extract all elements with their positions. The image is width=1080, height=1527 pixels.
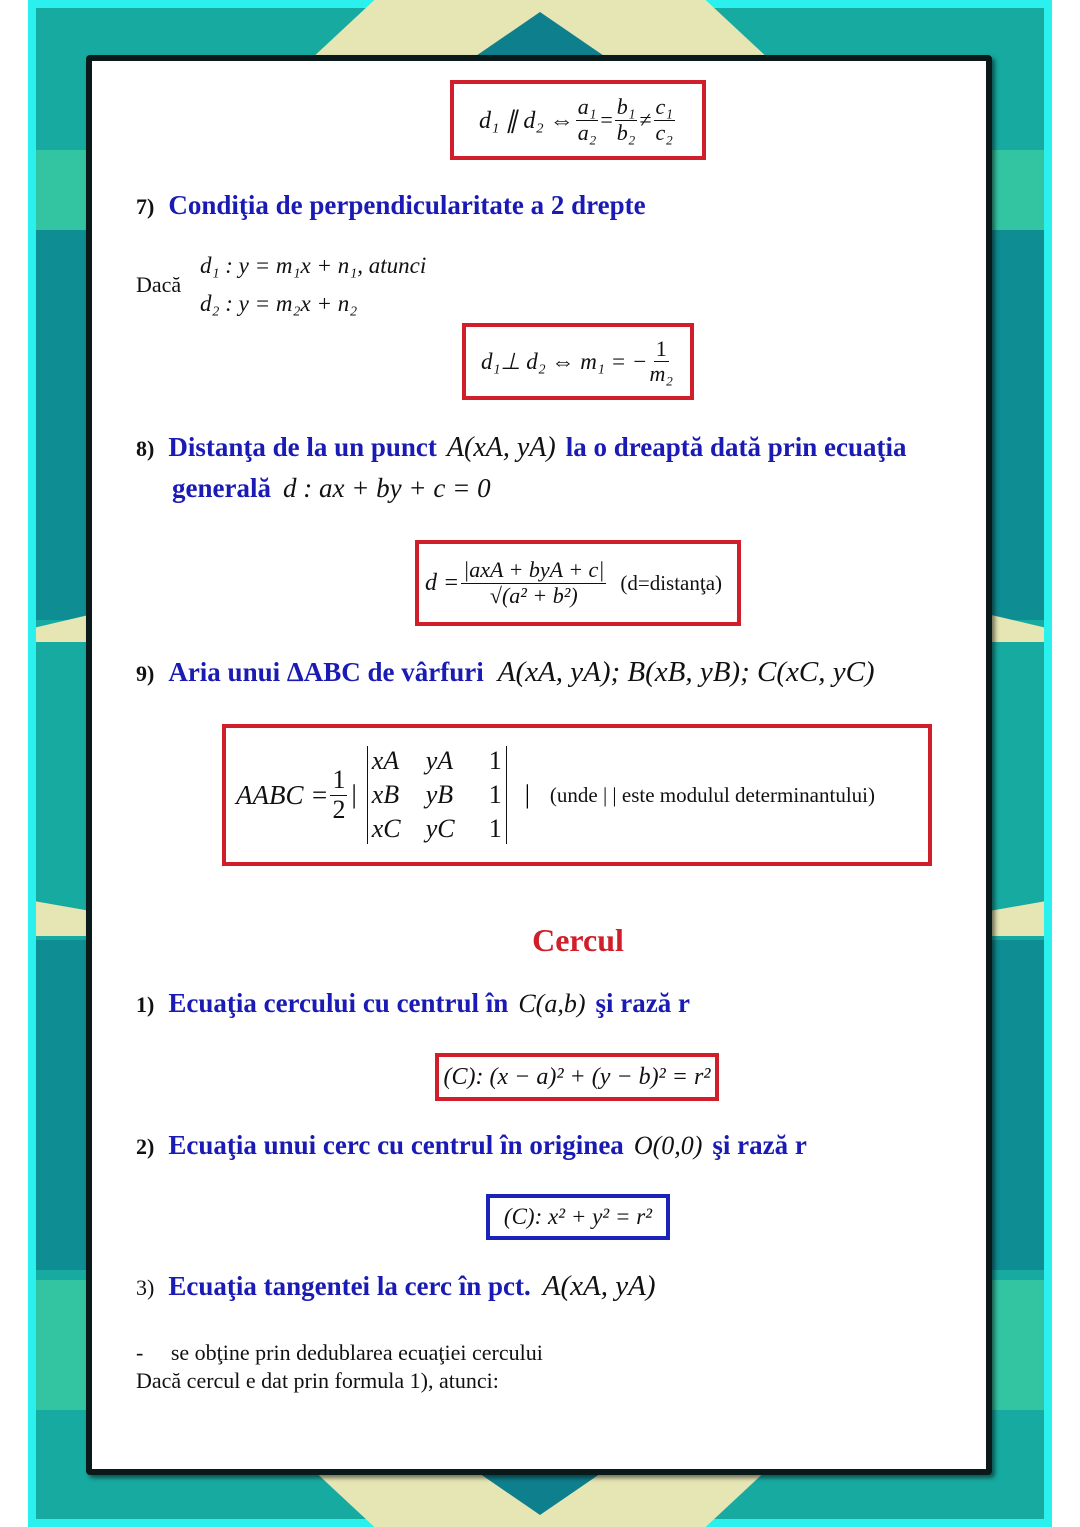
section-title: Ecuaţia unui cerc cu centrul în originea [168, 1130, 624, 1160]
section-title: Distanţa de la un punct [168, 432, 437, 462]
chapter-title-cercul: Cercul [532, 922, 624, 958]
fraction-c [654, 95, 675, 144]
daca-label: Dacă [136, 272, 182, 297]
matrix-cell: xC [371, 814, 401, 843]
numerator: c₁ [655, 94, 673, 120]
circle-center-origin: O(0,0) [633, 1131, 703, 1160]
matrix-cell: yC [425, 814, 455, 843]
fraction-a [576, 95, 599, 144]
determinant-matrix [367, 746, 507, 844]
section-title-end: şi rază r [595, 988, 690, 1018]
distance-fraction [461, 558, 606, 607]
numerator: |axA + byA + c| [463, 557, 605, 583]
line-equation-1: d₁ : y = m₁x + n₁, atunci [200, 253, 427, 278]
matrix-cell: xA [371, 746, 400, 775]
section-9-heading [136, 656, 875, 689]
denominator: c₂ [655, 119, 673, 145]
numerator: 1 [655, 335, 667, 361]
section-number: 1) [136, 992, 155, 1017]
section-number: 9) [136, 661, 155, 686]
section-title: Ecuaţia cercului cu centrul în [168, 988, 509, 1018]
denominator: m₂ [649, 361, 673, 386]
denominator: b₂ [616, 119, 636, 145]
section-number: 2) [136, 1134, 155, 1159]
section-number: 3) [136, 1275, 155, 1300]
perpendicular-lhs: d₁⊥ d₂ ⇔ m₁ = − [481, 348, 648, 374]
circle-section-2-heading [136, 1130, 807, 1161]
section-title: Condiţia de perpendicularitate a 2 drepte [168, 190, 646, 220]
section-8-heading-line2 [172, 473, 491, 504]
tangent-point: A(xA, yA) [542, 1270, 656, 1302]
section-title: Aria unui ΔABC de vârfuri [168, 657, 484, 687]
bullet-text: se obţine prin dedublarea ecuaţiei cercului [170, 1340, 543, 1365]
section-title-cont: la o dreaptă dată prin ecuaţia [565, 432, 907, 462]
circle-center: C(a,b) [518, 989, 586, 1018]
bullet-dash: - [136, 1340, 144, 1365]
formula-box-perpendicular [462, 323, 694, 400]
formula-box-circle-general [435, 1053, 719, 1101]
matrix-cell: 1 [488, 780, 502, 809]
general-equation: d : ax + by + c = 0 [282, 473, 491, 503]
fraction-one-half [330, 766, 347, 824]
denominator: 2 [332, 794, 346, 824]
numerator: b₁ [616, 94, 636, 120]
area-lhs: AABC = [236, 779, 329, 810]
frame-edge [28, 0, 36, 1527]
circle-equation: (C): (x − a)² + (y − b)² = r² [443, 1063, 711, 1090]
circle-origin-equation: (C): x² + y² = r² [503, 1204, 653, 1229]
denominator: √(a² + b²) [489, 582, 578, 608]
circle-section-1-heading [136, 988, 690, 1019]
distance-note: (d=distanţa) [620, 570, 723, 595]
abs-bar-right: | [524, 780, 530, 809]
section-title-end: şi rază r [712, 1130, 807, 1160]
fraction-1-over-m2 [649, 337, 673, 386]
equals-sign: = [600, 107, 613, 132]
matrix-cell: yA [425, 746, 454, 775]
fraction-b [615, 95, 638, 144]
denominator: a₂ [577, 119, 597, 145]
numerator: 1 [332, 764, 346, 794]
section-number: 7) [136, 194, 155, 219]
triangle-vertices: A(xA, yA); B(xB, yB); C(xC, yC) [497, 656, 875, 688]
circle-section-3-heading [136, 1270, 655, 1303]
frame-edge [1044, 0, 1052, 1527]
point-a: A(xA, yA) [446, 432, 556, 463]
section-title: Ecuaţia tangentei la cerc în pct. [168, 1271, 531, 1301]
formula-box-distance [415, 540, 741, 626]
section-number: 8) [136, 436, 155, 461]
matrix-cell: 1 [488, 746, 502, 775]
area-note: (unde | | este modulul determinantului) [549, 782, 875, 807]
numerator: a₁ [577, 94, 597, 120]
formula-box-parallel [450, 80, 706, 160]
section-7-heading [136, 190, 646, 221]
matrix-cell: xB [371, 780, 400, 809]
matrix-cell: 1 [488, 814, 502, 843]
closing-text: Dacă cercul e dat prin formula 1), atunci: [136, 1368, 499, 1393]
bullet-line [136, 1340, 543, 1366]
formula-box-area [222, 724, 932, 866]
formula-box-circle-origin [486, 1194, 670, 1240]
distance-lhs: d = [425, 569, 460, 596]
matrix-cell: yB [425, 780, 454, 809]
not-equal-sign: ≠ [639, 107, 652, 132]
abs-bar-left: | [351, 780, 357, 809]
line-equation-2: d₂ : y = m₂x + n₂ [200, 291, 358, 316]
section-title-line2: generală [172, 473, 271, 503]
parallel-lhs: d₁ ∥ d₂ ⇔ [479, 107, 574, 134]
section-8-heading [136, 432, 907, 464]
